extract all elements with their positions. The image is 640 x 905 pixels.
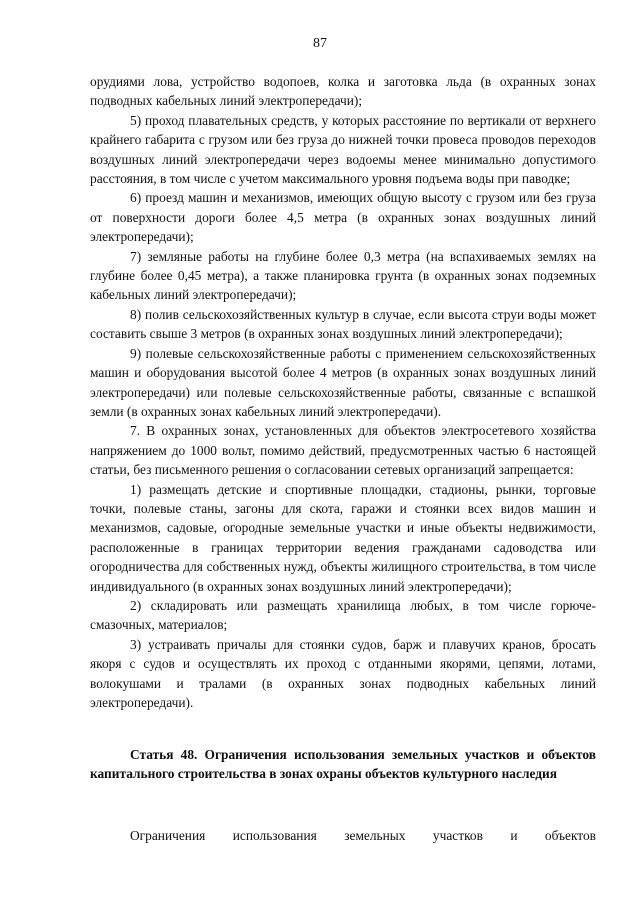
paragraph: 2) складировать или размещать хранилища любых, в том числе горюче-смазочных, материалов; bbox=[90, 597, 596, 633]
paragraph: орудиями лова, устройство водопоев, колка и заготовка льда (в охранных зонах подводных кабельных линий электропередачи); bbox=[90, 74, 596, 109]
paragraph: 5) проход плавательных средств, у которых расстояние по вертикали от верхнего крайнего габарита с грузом или без груза до нижней точки провеса проводов переходов воздушных линий электропередачи через водоемы менее минимально допустимого расстояния, в том числе с учетом максимального уровня подъема воды при паводке; bbox=[90, 112, 596, 187]
paragraph: 6) проезд машин и механизмов, имеющих общую высоту с грузом или без груза от поверхности дороги более 4,5 метра (в охранных зонах воздушных линий электропередачи); bbox=[90, 190, 596, 245]
paragraph: 3) устраивать причалы для стоянки судов, барж и плавучих кранов, бросать якоря с судов и осуществлять их проход с отданными якорями, цепями, лотами, волокушами и тралами (в охранных зонах подводных кабельных линий электропередачи). bbox=[90, 636, 596, 710]
body-text bbox=[90, 72, 596, 712]
article-heading: Статья 48. Ограничения использования земельных участков и объектов капитального строительства в зонах охраны объектов культурного наследия bbox=[90, 747, 596, 782]
paragraph: 7. В охранных зонах, установленных для объектов электросетевого хозяйства напряжением до 1000 вольт, помимо действий, предусмотренных частью 6 настоящей статьи, без письменного решения о согласовании сетевых организаций запрещается: bbox=[90, 423, 596, 478]
paragraph: 7) земляные работы на глубине более 0,3 метра (на вспахиваемых землях на глубине более 0,45 метра), а также планировка грунта (в охранных зонах подземных кабельных линий электропередачи); bbox=[90, 248, 596, 303]
paragraph: 9) полевые сельскохозяйственные работы с применением сельскохозяйственных машин и оборудования высотой более 4 метров (в охранных зонах воздушных линий электропередачи) или полевые сельскохозяйственные работы, связанные с вспашкой земли (в охранных зонах кабельных линий электропередачи). bbox=[90, 345, 596, 419]
paragraph: 1) размещать детские и спортивные площадки, стадионы, рынки, торговые точки, полевые станы, загоны для скота, гаражи и стоянки всех видов машин и механизмов, садовые, огородные земельные участки и иные объекты недвижимости, расположенные в границах территории ведения гражданами садоводства или огородничества для собственных нужд, объекты жилищного строительства, в том числе индивидуального (в охранных зонах воздушных линий электропередачи); bbox=[90, 481, 596, 594]
page-number: 87 bbox=[313, 36, 327, 51]
final-line: Ограничения использования земельных участков и объектов bbox=[130, 828, 596, 843]
paragraph: 8) полив сельскохозяйственных культур в случае, если высота струи воды может составить свыше 3 метров (в охранных зонах воздушных линий электропередачи); bbox=[90, 306, 596, 342]
